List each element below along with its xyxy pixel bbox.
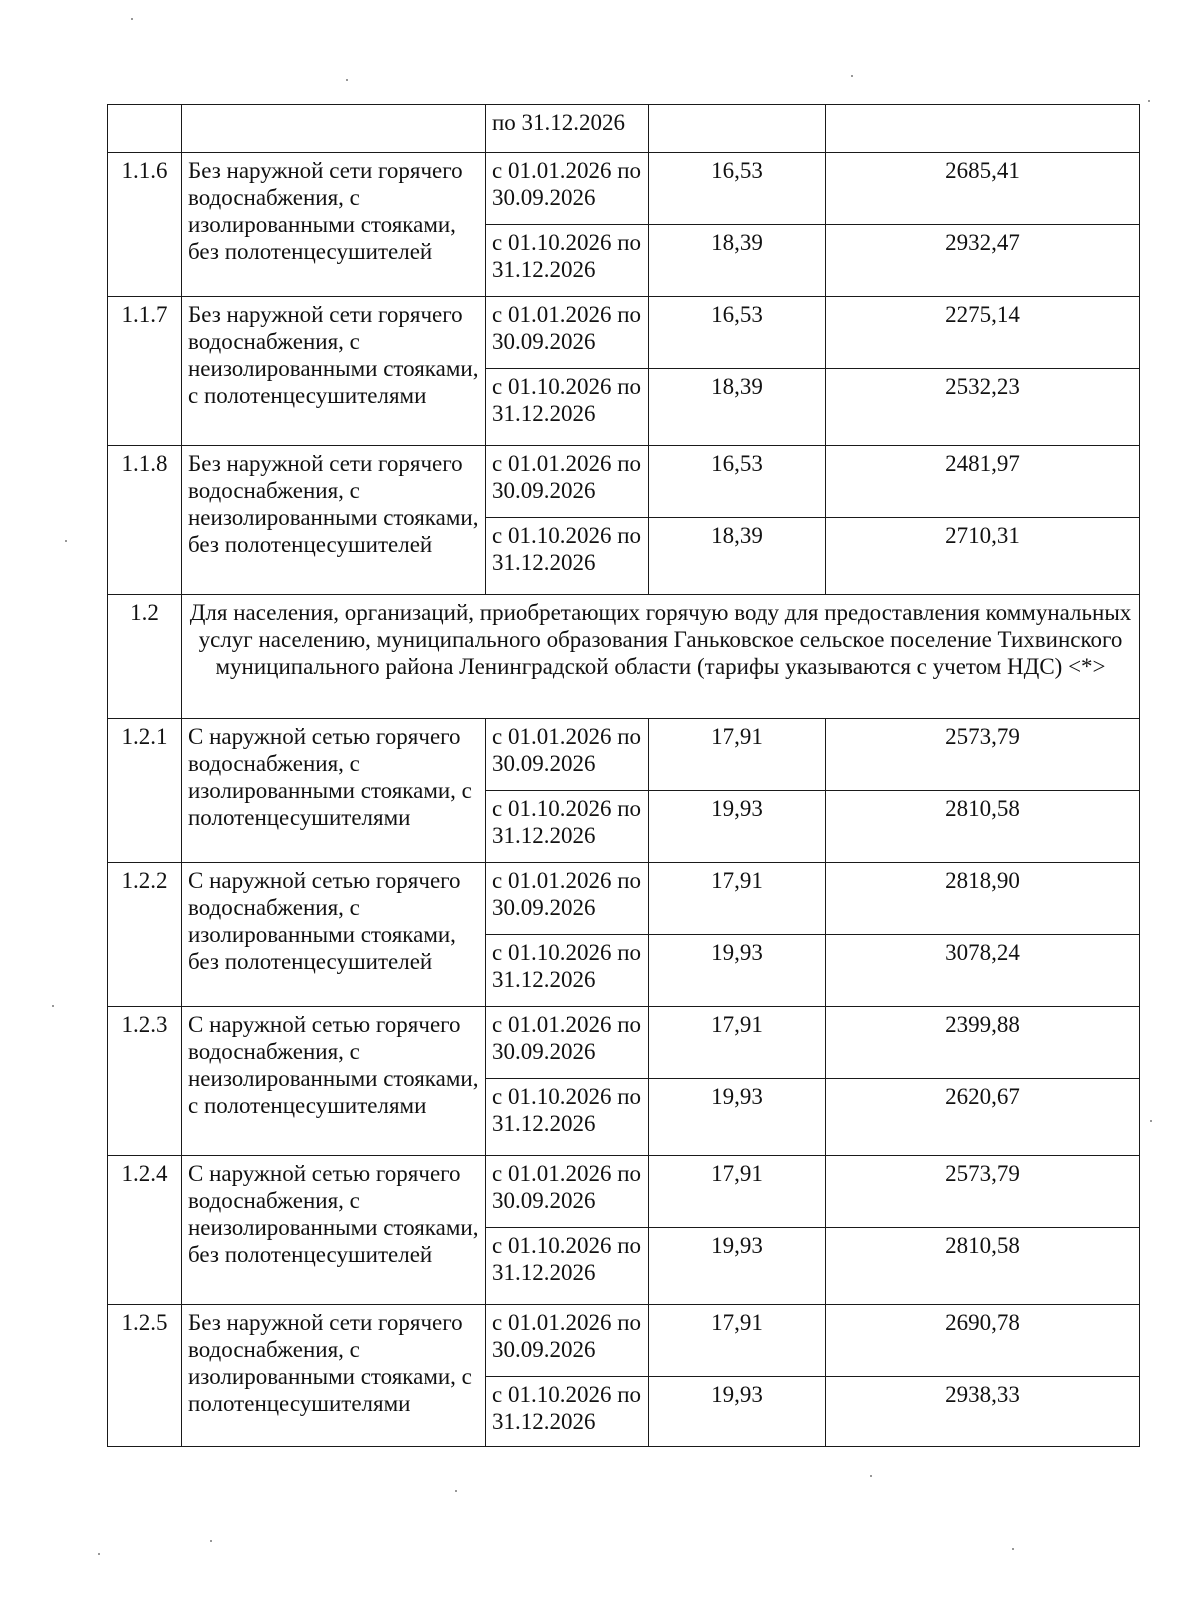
period-cell: с 01.10.2026 по 31.12.2026	[486, 518, 649, 595]
period-cell: с 01.01.2026 по 30.09.2026	[486, 446, 649, 518]
price-cell: 2938,33	[826, 1377, 1140, 1447]
description-cell	[182, 105, 486, 153]
price-cell: 2532,23	[826, 369, 1140, 446]
period-cell: с 01.01.2026 по 30.09.2026	[486, 1007, 649, 1079]
table-row	[108, 719, 1140, 791]
period-cell: с 01.10.2026 по 31.12.2026	[486, 1377, 649, 1447]
scan-speck	[210, 1540, 212, 1542]
period-cell: с 01.10.2026 по 31.12.2026	[486, 369, 649, 446]
period-cell: с 01.01.2026 по 30.09.2026	[486, 153, 649, 225]
period-cell: с 01.10.2026 по 31.12.2026	[486, 935, 649, 1007]
scan-speck	[1150, 1120, 1152, 1122]
period-cell: с 01.01.2026 по 30.09.2026	[486, 863, 649, 935]
rate-cell	[649, 105, 826, 153]
description-cell: С наружной сетью горячего водоснабжения, с изолированными стояками, с полотенцесушителями	[182, 719, 486, 863]
rate-cell: 17,91	[649, 1156, 826, 1228]
price-cell: 2399,88	[826, 1007, 1140, 1079]
table-row	[108, 1156, 1140, 1228]
price-cell: 2690,78	[826, 1305, 1140, 1377]
tariff-table	[107, 104, 1140, 1447]
scan-speck	[98, 1553, 100, 1555]
rate-cell: 18,39	[649, 225, 826, 297]
scan-speck	[851, 75, 853, 77]
table-row	[108, 1305, 1140, 1377]
table-row	[108, 863, 1140, 935]
rate-cell: 16,53	[649, 446, 826, 518]
period-cell: с 01.01.2026 по 30.09.2026	[486, 1156, 649, 1228]
price-cell: 2620,67	[826, 1079, 1140, 1156]
code-cell: 1.2.3	[108, 1007, 182, 1156]
scan-speck	[455, 1490, 457, 1492]
price-cell: 2685,41	[826, 153, 1140, 225]
period-cell: с 01.10.2026 по 31.12.2026	[486, 1228, 649, 1305]
period-cell: с 01.01.2026 по 30.09.2026	[486, 719, 649, 791]
price-cell: 2481,97	[826, 446, 1140, 518]
period-cell: с 01.10.2026 по 31.12.2026	[486, 791, 649, 863]
scan-speck	[52, 1005, 54, 1007]
price-cell	[826, 105, 1140, 153]
description-cell: Без наружной сети горячего водоснабжения, с неизолированными стояками, без полотенцесушителей	[182, 446, 486, 595]
table-row	[108, 153, 1140, 225]
code-cell: 1.2.2	[108, 863, 182, 1007]
rate-cell: 19,93	[649, 935, 826, 1007]
code-cell: 1.2.5	[108, 1305, 182, 1447]
scan-speck	[870, 1475, 872, 1477]
price-cell: 2810,58	[826, 791, 1140, 863]
rate-cell: 19,93	[649, 1079, 826, 1156]
code-cell: 1.1.7	[108, 297, 182, 446]
description-cell: Без наружной сети горячего водоснабжения, с изолированными стояками, без полотенцесушителей	[182, 153, 486, 297]
rate-cell: 19,93	[649, 1228, 826, 1305]
rate-cell: 16,53	[649, 297, 826, 369]
scan-speck	[1148, 100, 1150, 102]
section-code-cell: 1.2	[108, 595, 182, 719]
description-cell: Без наружной сети горячего водоснабжения, с неизолированными стояками, с полотенцесушителями	[182, 297, 486, 446]
rate-cell: 17,91	[649, 1007, 826, 1079]
period-cell: с 01.01.2026 по 30.09.2026	[486, 1305, 649, 1377]
period-cell: с 01.10.2026 по 31.12.2026	[486, 1079, 649, 1156]
rate-cell: 19,93	[649, 1377, 826, 1447]
table-row	[108, 297, 1140, 369]
description-cell: С наружной сетью горячего водоснабжения, с неизолированными стояками, с полотенцесушителями	[182, 1007, 486, 1156]
table-row-continuation	[108, 105, 1140, 153]
code-cell: 1.1.6	[108, 153, 182, 297]
price-cell: 2573,79	[826, 1156, 1140, 1228]
price-cell: 2810,58	[826, 1228, 1140, 1305]
description-cell: С наружной сетью горячего водоснабжения, с изолированными стояками, без полотенцесушителей	[182, 863, 486, 1007]
scan-speck	[65, 540, 67, 542]
price-cell: 2573,79	[826, 719, 1140, 791]
description-cell: С наружной сетью горячего водоснабжения, с неизолированными стояками, без полотенцесушителей	[182, 1156, 486, 1305]
rate-cell: 16,53	[649, 153, 826, 225]
scan-speck	[131, 18, 133, 20]
price-cell: 2818,90	[826, 863, 1140, 935]
tariff-table-body	[108, 105, 1140, 1447]
price-cell: 2932,47	[826, 225, 1140, 297]
code-cell	[108, 105, 182, 153]
rate-cell: 17,91	[649, 719, 826, 791]
section-row	[108, 595, 1140, 719]
table-row	[108, 446, 1140, 518]
scan-speck	[1012, 1548, 1014, 1550]
price-cell: 3078,24	[826, 935, 1140, 1007]
rate-cell: 18,39	[649, 518, 826, 595]
description-cell: Без наружной сети горячего водоснабжения, с изолированными стояками, с полотенцесушителями	[182, 1305, 486, 1447]
code-cell: 1.2.4	[108, 1156, 182, 1305]
table-row	[108, 1007, 1140, 1079]
code-cell: 1.1.8	[108, 446, 182, 595]
rate-cell: 17,91	[649, 1305, 826, 1377]
period-cell: с 01.01.2026 по 30.09.2026	[486, 297, 649, 369]
rate-cell: 19,93	[649, 791, 826, 863]
rate-cell: 17,91	[649, 863, 826, 935]
price-cell: 2710,31	[826, 518, 1140, 595]
period-cell: по 31.12.2026	[486, 105, 649, 153]
price-cell: 2275,14	[826, 297, 1140, 369]
section-title-cell: Для населения, организаций, приобретающих горячую воду для предоставления коммунальных услуг населению, муниципального образования Ганьковское сельское поселение Тихвинского муниципального района Ленинградской области (тарифы указываются с учетом НДС) <*>	[182, 595, 1140, 719]
scan-speck	[346, 79, 348, 81]
rate-cell: 18,39	[649, 369, 826, 446]
code-cell: 1.2.1	[108, 719, 182, 863]
period-cell: с 01.10.2026 по 31.12.2026	[486, 225, 649, 297]
